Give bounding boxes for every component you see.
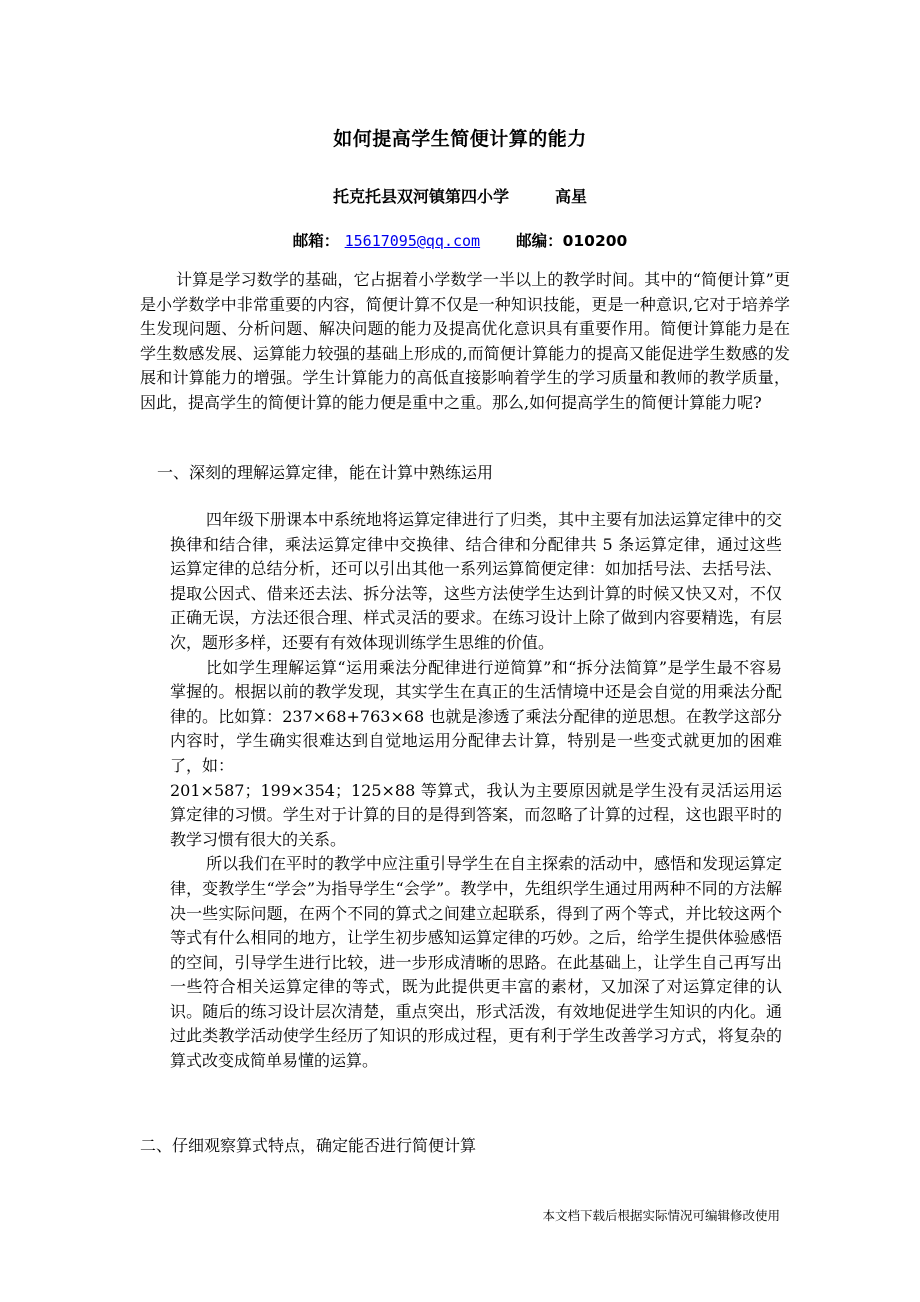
author-name: 高星	[555, 187, 588, 206]
section1-body	[170, 508, 782, 1074]
section1-paragraph-4: 所以我们在平时的教学中应注重引导学生在自主探索的活动中，感悟和发现运算定律，变教学生“学会”为指导学生“会学”。教学中，先组织学生通过用两种不同的方法解决一些实际问题，在两个不同的算式之间建立起联系，得到了两个等式，并比较这两个等式有什么相同的地方，让学生初步感知运算定律的巧妙。之后，给学生提供体验感悟的空间，引导学生进行比较，进一步形成清晰的思路。在此基础上，让学生自己再写出一些符合相关运算定律的等式，既为此提供更丰富的素材，又加深了对运算定律的认识。随后的练习设计层次清楚，重点突出，形式活泼，有效地促进学生知识的内化。通过此类教学活动使学生经历了知识的形成过程，更有利于学生改善学习方式，将复杂的算式改变成简单易懂的运算。	[170, 854, 783, 1071]
email-link[interactable]: 15617095@qq.com	[344, 232, 481, 250]
postcode: 010200	[562, 232, 628, 250]
intro-paragraph: 计算是学习数学的基础，它占据着小学数学一半以上的教学时间。其中的“简便计算”更是小学数学中非常重要的内容，简便计算不仅是一种知识技能，更是一种意识,它对于培养学生发现问题、分析问题、解决问题的能力及提高优化意识具有重要作用。简便计算能力是在学生数感发展、运算能力较强的基础上形成的,而简便计算能力的提高又能促进学生数感的发展和计算能力的增强。学生计算能力的高低直接影响着学生的学习质量和教师的教学质量，因此，提高学生的简便计算的能力便是重中之重。那么,如何提高学生的简便计算能力呢?	[140, 270, 790, 412]
email-label: 邮箱：	[292, 232, 340, 250]
footer-note: 本文档下载后根据实际情况可编辑修改使用	[542, 1208, 780, 1223]
section1-paragraph-3: 201×587；199×354；125×88 等算式，我认为主要原因就是学生没有灵活运用运算定律的习惯。学生对于计算的目的是得到答案，而忽略了计算的过程，这也跟平时的教学习惯有很大的关系。	[170, 780, 782, 849]
section1-heading: 一、深刻的理解运算定律，能在计算中熟练运用	[157, 463, 494, 482]
author-line	[0, 184, 920, 207]
section1-paragraph-1: 四年级下册课本中系统地将运算定律进行了归类，其中主要有加法运算定律中的交换律和结合律，乘法运算定律中交换律、结合律和分配律共 5 条运算定律，通过这些运算定律的总结分析，还可以引出其他一系列运算简便定律：如加括号法、去括号法、提取公因式、借来还去法、拆分法等，这些方法使学生达到计算的时候又快又对，不仅正确无误，方法还很合理、样式灵活的要求。在练习设计上除了做到内容要精选，有层次，题形多样，还要有有效体现训练学生思维的价值。	[170, 510, 783, 652]
section1-paragraph-2: 比如学生理解运算“运用乘法分配律进行逆简算”和“拆分法简算”是学生最不容易掌握的。根据以前的教学发现，其实学生在真正的生活情境中还是会自觉的用乘法分配律的。比如算：237×68+763×68 也就是渗透了乘法分配律的逆思想。在教学这部分内容时，学生确实很难达到自觉地运用分配律去计算，特别是一些变式就更加的困难了，如：	[170, 657, 782, 775]
section2-heading: 二、仔细观察算式特点，确定能否进行简便计算	[140, 1136, 477, 1155]
document-title: 如何提高学生简便计算的能力	[333, 128, 587, 150]
contact-line	[0, 229, 920, 251]
postcode-label: 邮编：	[516, 232, 563, 250]
author-school: 托克托县双河镇第四小学	[332, 187, 509, 206]
